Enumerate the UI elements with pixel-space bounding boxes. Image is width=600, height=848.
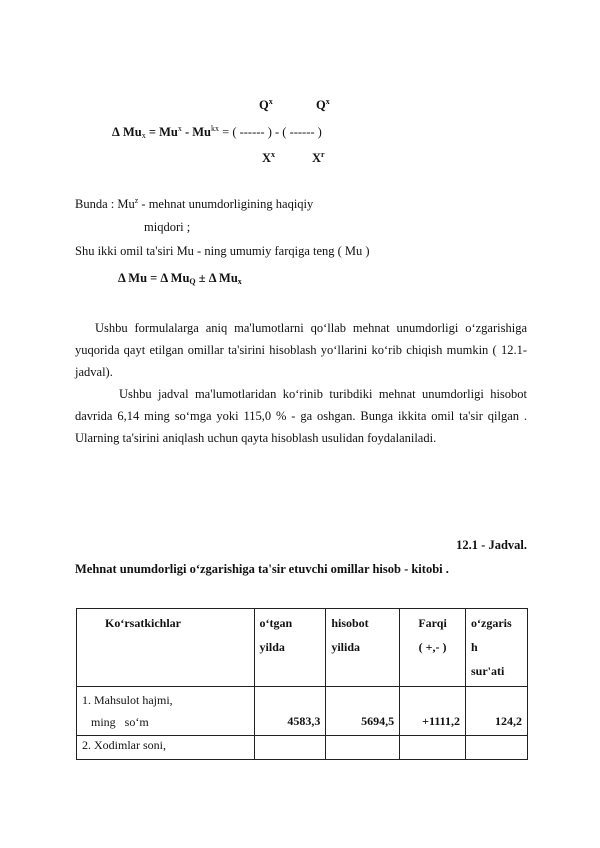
cell-value: [326, 736, 400, 760]
cell-value: [466, 736, 528, 760]
cell-value: [400, 736, 466, 760]
formula1-x-right: $X^r$: [312, 150, 325, 165]
formula1-main-line: Δ $Mu_x = Mu^x - Mu^{kx}$ = ( ------ ) - ( ------ ): [112, 124, 322, 140]
header-difference: Farqi ( +,- ): [400, 609, 466, 687]
table-row: [77, 687, 528, 736]
table-row: [77, 736, 528, 760]
row-label: 2. Xodimlar soni,: [77, 736, 255, 760]
table-title: Mehnat unumdorligi o‘zgarishiga ta'sir etuvchi omillar hisob - kitobi .: [75, 562, 449, 576]
bunda-line-3: Shu ikki omil ta'siri Mu - ning umumiy farqiga teng ( Mu ): [75, 244, 370, 258]
header-previous-year: o‘tgan yilda: [254, 609, 326, 687]
cell-value: 124,2: [466, 687, 528, 736]
cell-value: 5694,5: [326, 687, 400, 736]
header-report-year: hisobot yilida: [326, 609, 400, 687]
cell-value: [254, 736, 326, 760]
formula1-q-left: $Q^x$: [259, 97, 273, 112]
header-change-rate: o‘zgaris h sur'ati: [466, 609, 528, 687]
paragraph-1-block: [75, 317, 527, 383]
bunda-line-1: Bunda : Mu$^z$ - mehnat unumdorligining haqiqiy: [75, 196, 314, 211]
paragraph-2: Ushbu jadval ma'lumotlaridan ko‘rinib turibdiki mehnat unumdorligi hisobot davrida 6,14 ming so‘mga yoki 115,0 % - ga oshgan. Bunga ikkita omil ta'sir qilgan . Ularning ta'sirini aniqlash uchun qayta hisoblash usulidan foydalaniladi.: [75, 387, 527, 445]
factors-table: [76, 608, 528, 760]
formula-2: Δ Mu = Δ $Mu_Q \pm \Delta$ $Mu_x$: [118, 271, 242, 286]
paragraph-1: Ushbu formulalarga aniq ma'lumotlarni qo‘llab mehnat unumdorligi o‘zgarishiga yuqorida qayt etilgan omillar ta'sirini hisoblash yo‘llarini ko‘rib chiqish mumkin ( 12.1-jadval).: [75, 321, 527, 379]
row-label: 1. Mahsulot hajmi, ming so‘m: [77, 687, 255, 736]
formula1-q-right: $Q^x$: [316, 97, 330, 112]
paragraph-2-block: [75, 383, 527, 449]
bunda-line-2: miqdori ;: [144, 220, 191, 234]
table-header-row: [77, 609, 528, 687]
cell-value: 4583,3: [254, 687, 326, 736]
cell-value: +1111,2: [400, 687, 466, 736]
header-indicators: Ko‘rsatkichlar: [77, 609, 255, 687]
formula1-x-left: $X^x$: [262, 150, 276, 165]
table-label: 12.1 - Jadval.: [456, 538, 527, 552]
